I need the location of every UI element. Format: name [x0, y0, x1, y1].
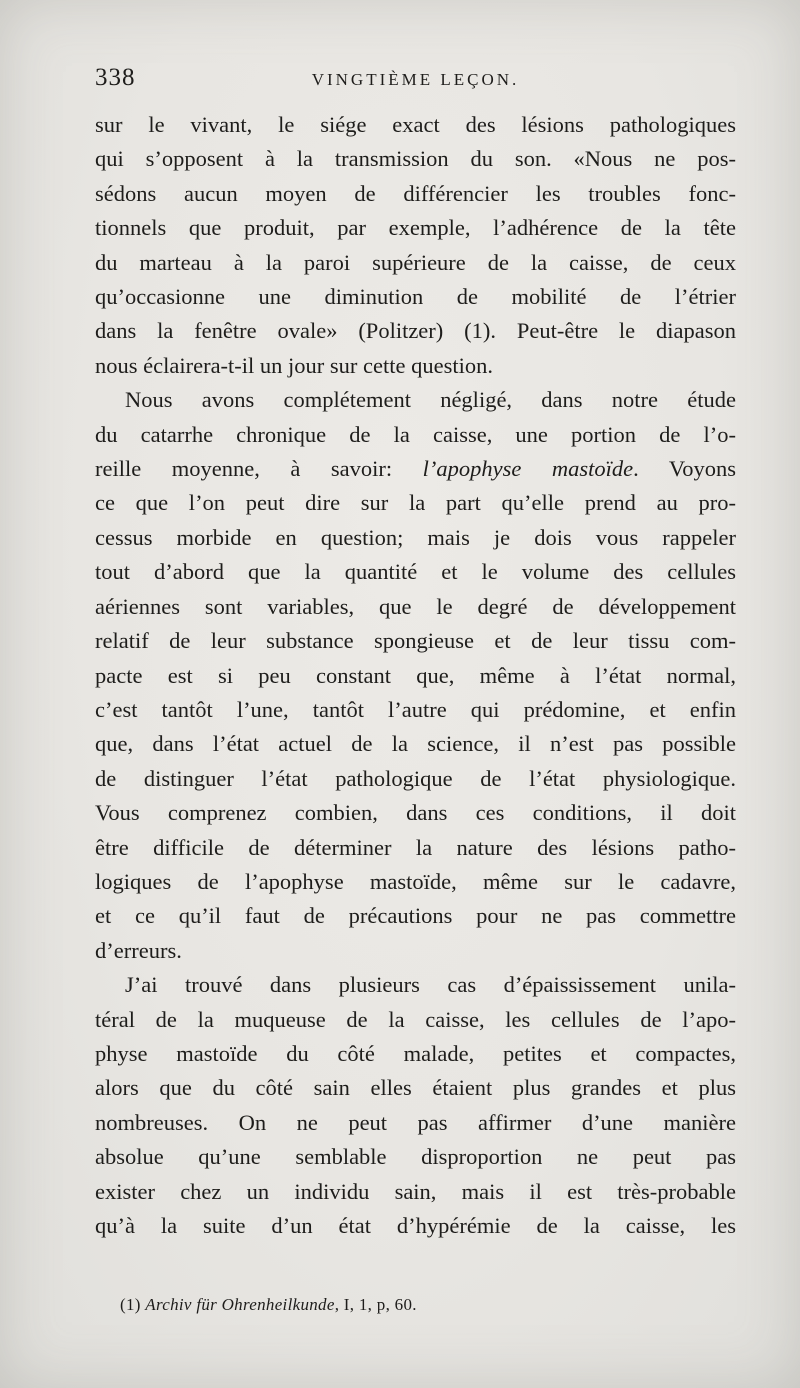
paragraph — [95, 383, 736, 968]
header-title: VINGTIÈME LEÇON. — [311, 70, 520, 89]
text-line: nous éclairera-t-il un jour sur cette question. — [95, 352, 493, 378]
text-line: aériennes sont variables, que le degré de développement — [95, 593, 736, 619]
text-line: de distinguer l’état pathologique de l’état physiologique. — [95, 765, 736, 791]
text-line: Nous avons complétement négligé, dans notre étude — [125, 387, 736, 413]
text-line: tionnels que produit, par exemple, l’adhérence de la tête — [95, 215, 736, 241]
paragraph — [95, 968, 736, 1243]
text-line: cessus morbide en question; mais je dois vous rappeler — [95, 524, 736, 550]
text-line: relatif de leur substance spongieuse et de leur tissu com- — [95, 628, 736, 654]
text-line: et ce qu’il faut de précautions pour ne pas commettre — [95, 903, 736, 929]
page-number: 338 — [95, 64, 136, 91]
text-line: du marteau à la paroi supérieure de la caisse, de ceux — [95, 249, 736, 275]
text-line: absolue qu’une semblable disproportion ne peut pas — [95, 1144, 736, 1170]
text-line: nombreuses. On ne peut pas affirmer d’une manière — [95, 1109, 736, 1135]
text-line: Vous comprenez combien, dans ces conditions, il doit — [95, 800, 736, 826]
text-line: que, dans l’état actuel de la science, il n’est pas possible — [95, 731, 736, 757]
text-line: dans la fenêtre ovale» (Politzer) (1). Peut-être le diapason — [95, 318, 736, 344]
footnote: (1) Archiv für Ohrenheilkunde, I, 1, p, 60. — [120, 1295, 417, 1315]
text-line: téral de la muqueuse de la caisse, les cellules de l’apo- — [95, 1006, 736, 1032]
text-line: tout d’abord que la quantité et le volume des cellules — [95, 559, 736, 585]
text-line: sur le vivant, le siége exact des lésions pathologiques — [95, 112, 736, 137]
text-line: c’est tantôt l’une, tantôt l’autre qui prédomine, et enfin — [95, 696, 736, 722]
page-header — [95, 64, 736, 100]
text-line: reille moyenne, à savoir: l’apophyse mastoïde. Voyons — [95, 456, 737, 482]
text-line: sédons aucun moyen de différencier les troubles fonc- — [95, 180, 736, 206]
text-line: qu’occasionne une diminution de mobilité de l’étrier — [95, 284, 736, 310]
paragraph — [95, 108, 736, 383]
page-content — [95, 64, 736, 1315]
text-line: du catarrhe chronique de la caisse, une portion de l’o- — [95, 421, 736, 447]
text-line: d’erreurs. — [95, 937, 182, 963]
text-line: ce que l’on peut dire sur la part qu’elle prend au pro- — [95, 490, 736, 516]
text-line: alors que du côté sain elles étaient plus grandes et plus — [95, 1075, 736, 1101]
text-line: logiques de l’apophyse mastoïde, même sur le cadavre, — [95, 868, 736, 894]
text-body — [95, 108, 736, 1243]
text-line: J’ai trouvé dans plusieurs cas d’épaississement unila- — [125, 972, 736, 998]
text-line: exister chez un individu sain, mais il est très-probable — [95, 1178, 736, 1204]
text-line: être difficile de déterminer la nature des lésions patho- — [95, 834, 736, 860]
text-line: pacte est si peu constant que, même à l’état normal, — [95, 662, 736, 688]
text-line: qu’à la suite d’un état d’hypérémie de la caisse, les — [95, 1213, 736, 1238]
text-line: physe mastoïde du côté malade, petites et compactes, — [95, 1040, 736, 1066]
text-line: qui s’opposent à la transmission du son. «Nous ne pos- — [95, 146, 736, 172]
